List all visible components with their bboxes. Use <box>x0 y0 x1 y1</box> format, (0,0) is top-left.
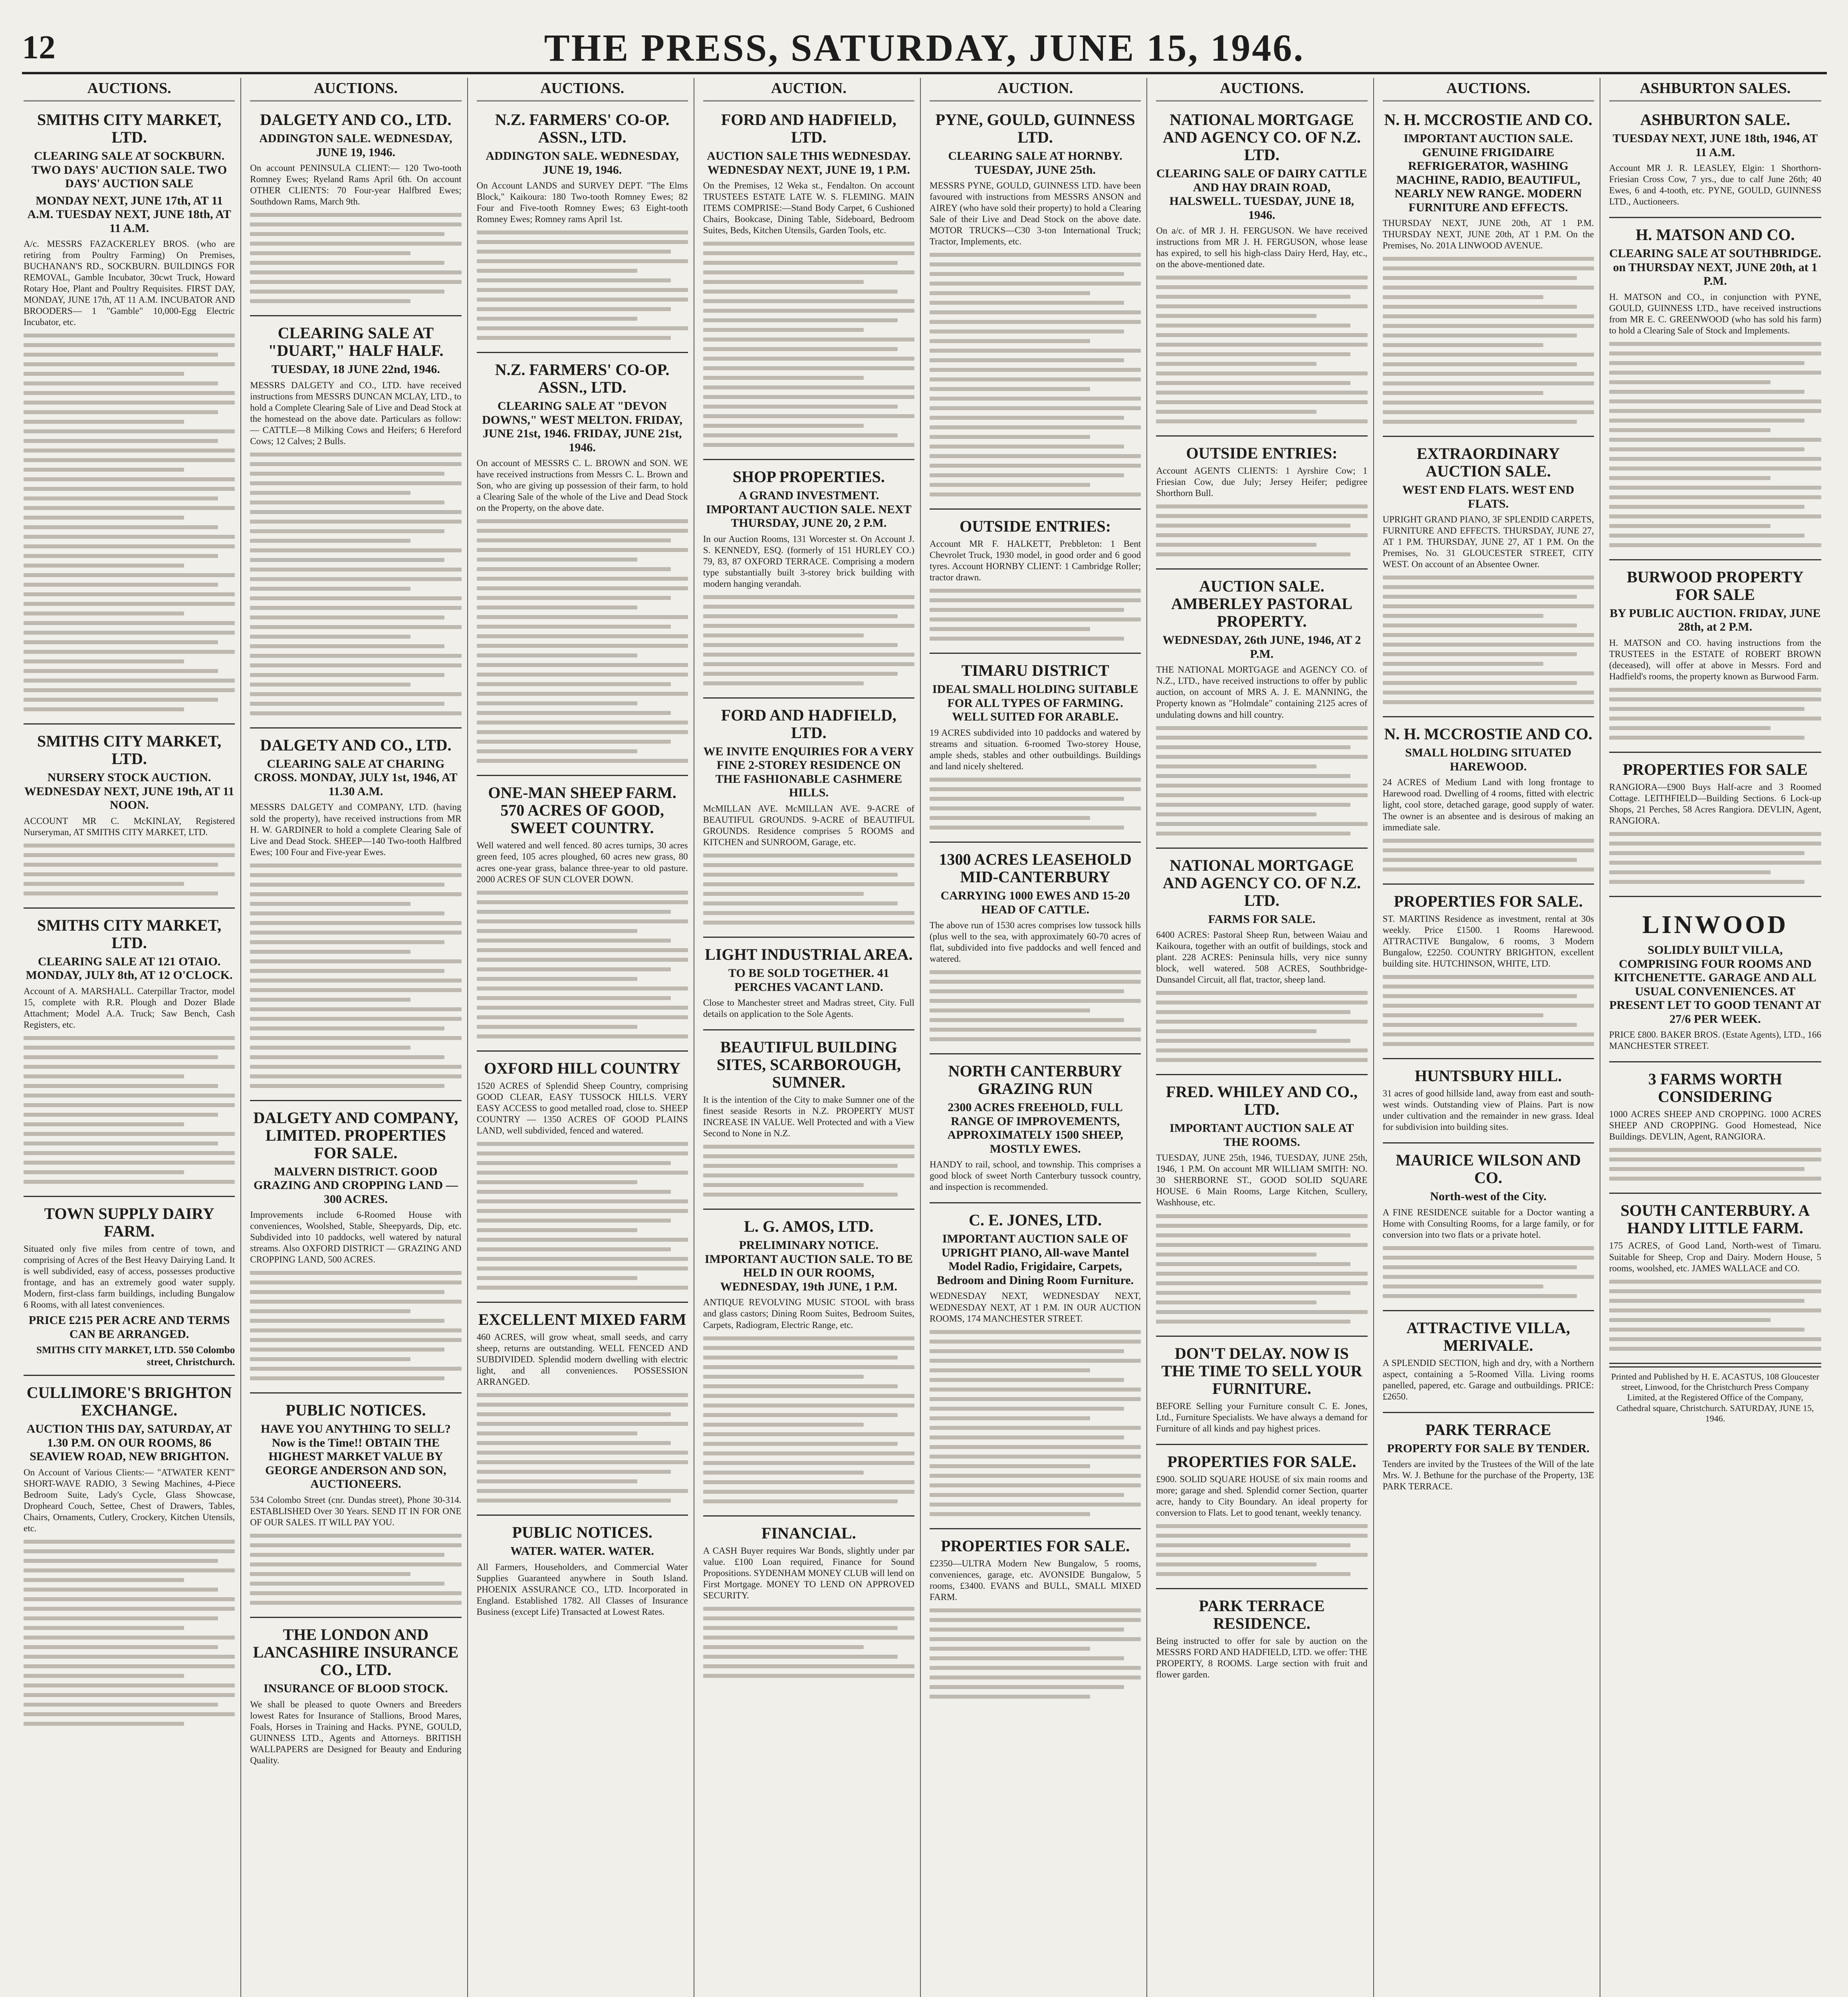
ad-body: Tenders are invited by the Trustees of the Will of the late Mrs. W. J. Bethune for the purchase of the Property, 13E PARK TERRACE. <box>1382 1459 1594 1492</box>
ad-fine-print <box>1609 1148 1821 1181</box>
ad-body: RANGIORA—£900 Buys Half-acre and 3 Roomed Cottage. LEITHFIELD—Building Sections. 6 Lock-up Shops, 21 Perches, 58 Acres Rangiora. DEVLIN, Agent, RANGIORA. <box>1609 782 1821 826</box>
auction-ad <box>1156 439 1367 570</box>
column-3 <box>475 78 694 1997</box>
ad-title: FORD AND HADFIELD, LTD. <box>721 706 896 742</box>
ad-body: 24 ACRES of Medium Land with long frontage to Harewood road. Dwelling of 4 rooms, fitted with electric light, cool store, detached garage, good supply of water. The owner is an absentee and is desirous of making an immediate sale. <box>1382 777 1594 832</box>
ad-subtitle: North-west of the City. <box>1430 1190 1547 1203</box>
ad-body: Account AGENTS CLIENTS: 1 Ayrshire Cow; 1 Friesian Cow, due July; Jersey Heifer; pedigree Shorthorn Bull. <box>1156 466 1368 498</box>
ad-title: EXTRAORDINARY AUCTION SALE. <box>1416 445 1560 480</box>
ad-date: MONDAY NEXT, JUNE 17th, AT 11 A.M. TUESDAY NEXT, JUNE 18th, AT 11 A.M. <box>27 194 231 235</box>
ad-body: ANTIQUE REVOLVING MUSIC STOOL with brass and glass castors; Dining Room Suites, Bedroom Suites, Carpets, Radiogram, Electric Range, etc. <box>703 1297 914 1330</box>
ad-subtitle: IMPORTANT AUCTION SALE. GENUINE FRIGIDAIRE REFRIGERATOR, WASHING MACHINE, RADIO, BEAUTIFUL, NEARLY NEW RANGE. MODERN FURNITURE AND EFFECTS. <box>1394 132 1582 214</box>
ad-title: DALGETY AND CO., LTD. <box>260 736 452 754</box>
ad-title: PARK TERRACE RESIDENCE. <box>1199 1596 1325 1632</box>
ad-body: We shall be pleased to quote Owners and Breeders lowest Rates for Insurance of Stallions, Brood Mares, Foals, Horses in Training and Hacks. PYNE, GOULD, GUINNESS LTD., Agents and Attorneys. BRITISH WALLPAPERS are Designed for Beauty and Enduring Quality. <box>250 1699 462 1765</box>
ad-title: MAURICE WILSON AND CO. <box>1396 1151 1581 1187</box>
ad-subtitle: WATER. WATER. WATER. <box>510 1544 654 1558</box>
property-ad <box>930 1532 1141 1711</box>
property-ad <box>930 656 1141 843</box>
ad-title: PROPERTIES FOR SALE. <box>1394 892 1583 910</box>
ad-fine-print <box>250 1271 461 1380</box>
ad-fine-print <box>477 891 688 1038</box>
ad-title: FINANCIAL. <box>761 1524 856 1542</box>
ad-title: TOWN SUPPLY DAIRY FARM. <box>44 1205 214 1241</box>
property-ad <box>1609 1065 1821 1194</box>
ad-title: THE LONDON AND LANCASHIRE INSURANCE CO., LTD. <box>253 1626 459 1679</box>
ad-title: PROPERTIES FOR SALE <box>1622 760 1808 779</box>
insurance-notice <box>250 1620 461 1776</box>
ad-subtitle: INSURANCE OF BLOOD STOCK. <box>264 1682 448 1695</box>
ad-title: SOUTH CANTERBURY. A HANDY LITTLE FARM. <box>1620 1201 1810 1237</box>
ad-body: On Account of Various Clients:— "ATWATER KENT" SHORT-WAVE RADIO, 3 Sewing Machines, 4-Piece Bedroom Suite, Lady's Cycle, Glass Showcase, Dropheard Couch, Settee, Chest of Drawers, Tables, Chairs, Ornaments, Cutlery, Crockery, Kitchen Utensils, etc. <box>24 1467 235 1534</box>
ad-body: Being instructed to offer for sale by auction on the MESSRS FORD AND HADFIELD, LTD. we offer: THE PROPERTY, 8 ROOMS. Large section with fruit and flower garden. <box>1156 1636 1368 1679</box>
auction-ad <box>1383 105 1594 437</box>
ad-body: McMILLAN AVE. McMILLAN AVE. 9-ACRE of BEAUTIFUL GROUNDS. 9-ACRE of BEAUTIFUL GROUNDS. Residence comprises 5 ROOMS and KITCHEN and SUNROOM, Garage, etc. <box>703 803 914 848</box>
ad-title: OXFORD HILL COUNTRY <box>484 1059 681 1077</box>
property-ad <box>477 1054 688 1303</box>
auction-ad <box>703 463 914 699</box>
auction-ad <box>1609 105 1821 218</box>
ad-title: PUBLIC NOTICES. <box>512 1523 652 1542</box>
ad-title: DALGETY AND CO., LTD. <box>260 111 452 129</box>
column-header: AUCTIONS. <box>1383 78 1594 101</box>
ad-body: MESSRS DALGETY and COMPANY, LTD. (having sold the property), have received instructions from MR H. W. GARDINER to hold a complete Clearing Sale of Live and Dead Stock. SHEEP—140 Two-tooth Halfbred Ewes; 100 Four and Five-year Ewes. <box>250 802 462 857</box>
auction-ad <box>930 1206 1141 1529</box>
auction-ad <box>930 512 1141 654</box>
ad-subtitle: ADDINGTON SALE. WEDNESDAY, JUNE 19, 1946. <box>259 132 452 159</box>
auction-ad <box>703 105 914 460</box>
ad-title: N. H. MCCROSTIE AND CO. <box>1384 111 1592 129</box>
ad-body: It is the intention of the City to make Sumner one of the finest seaside Resorts in N.Z. PROPERTY MUST INCREASE IN VALUE. Well Protected and with a View Second to None in N.Z. <box>703 1095 914 1139</box>
property-ad <box>1156 1447 1367 1589</box>
page-number: 12 <box>22 29 56 66</box>
ad-title: ASHBURTON SALE. <box>1640 111 1790 129</box>
ad-fine-print <box>1383 576 1594 704</box>
ad-title: N.Z. FARMERS' CO-OP. ASSN., LTD. <box>495 111 670 146</box>
ad-subtitle: CLEARING SALE AT SOUTHBRIDGE. on THURSDAY NEXT, JUNE 20th, at 1 P.M. <box>1609 247 1821 288</box>
ad-fine-print <box>1156 504 1367 556</box>
ad-body: Account MR F. HALKETT, Prebbleton: 1 Bent Chevrolet Truck, 1930 model, in good order and 6 good tyres. Account HORNBY CLIENT: 1 Cambridge Roller; tractor drawn. <box>930 539 1141 583</box>
ad-body: Situated only five miles from centre of town, and comprising of Acres of the Best Heavy Dairying Land. It is well subdivided, easy of access, possesses productive frontage, and has an extremely good water supply. Modern, first-class farm buildings, including Bungalow 6 Rooms, with all latest conveniences. <box>24 1244 235 1310</box>
ad-body: UPRIGHT GRAND PIANO, 3F SPLENDID CARPETS, FURNITURE AND EFFECTS. THURSDAY, JUNE 27, AT 1 P.M. THURSDAY, JUNE 27, AT 1 P.M. On the Premises, No. 31 GLOUCESTER STREET, CITY WEST. On account of an Absentee Owner. <box>1382 514 1594 570</box>
ad-body: ACCOUNT MR C. McKINLAY, Registered Nurseryman, AT SMITHS CITY MARKET, LTD. <box>24 816 235 837</box>
ad-body: £900. SOLID SQUARE HOUSE of six main rooms and more; garage and shed. Splendid corner Section, quarter acre, handy to City Boundary. An ideal property for conversion to Flats. Let to good tenant, weekly tenancy. <box>1156 1474 1368 1518</box>
ad-fine-print <box>703 595 914 685</box>
ad-subtitle: CLEARING SALE AT HORNBY. TUESDAY, JUNE 25th. <box>948 149 1122 177</box>
financial-notice <box>703 1519 914 1690</box>
ad-body: Account of A. MARSHALL. Caterpillar Tractor, model 15, complete with R.R. Plough and Dozer Blade Attachment; Model A.A. Truck; Saw Bench, Cash Registers, etc. <box>24 986 235 1030</box>
column-5 <box>928 78 1147 1997</box>
ad-subtitle: CLEARING SALE AT CHARING CROSS. MONDAY, JULY 1st, 1946, AT 11.30 A.M. <box>254 757 458 798</box>
public-notice <box>477 1518 688 1627</box>
ad-subtitle: TUESDAY NEXT, JUNE 18th, 1946, AT 11 A.M. <box>1612 132 1818 159</box>
ad-title: AUCTION SALE. AMBERLEY PASTORAL PROPERTY. <box>1171 577 1352 631</box>
ad-title: PYNE, GOULD, GUINNESS LTD. <box>935 111 1135 146</box>
property-ad <box>1609 899 1821 1062</box>
ad-subtitle: PROPERTY FOR SALE BY TENDER. <box>1387 1441 1590 1455</box>
auction-ad <box>24 1378 235 1738</box>
ad-subtitle: SMALL HOLDING SITUATED HAREWOOD. <box>1405 746 1572 773</box>
property-ad <box>703 1033 914 1210</box>
auction-ad <box>24 911 235 1197</box>
ad-subtitle: BY PUBLIC AUCTION. FRIDAY, JUNE 28th, at 2 P.M. <box>1610 606 1821 634</box>
ad-title: EXCELLENT MIXED FARM <box>478 1310 686 1328</box>
ad-body: On Account LANDS and SURVEY DEPT. "The Elms Block," Kaikoura: 180 Two-tooth Romney Ewes; 82 Four and Five-tooth Romney Ewes; 63 Eight-tooth Romney Ewes; Romney rams April 1st. <box>476 181 688 224</box>
ad-body: MESSRS PYNE, GOULD, GUINNESS LTD. have been favoured with instructions from MESSRS ANSON and AIREY (who have sold their property) to hold a Clearing Sale of their Live and Dead Stock on the above date. MOTOR TRUCKS—C30 3-ton International Truck; Tractor, Implements, etc. <box>930 181 1141 247</box>
ad-title: PUBLIC NOTICES. <box>286 1401 426 1419</box>
ad-title: NATIONAL MORTGAGE AND AGENCY CO. OF N.Z. LTD. <box>1162 111 1361 164</box>
ad-title: NORTH CANTERBURY GRAZING RUN <box>948 1062 1122 1098</box>
ad-subtitle: A GRAND INVESTMENT. IMPORTANT AUCTION SALE. NEXT THURSDAY, JUNE 20, 2 P.M. <box>706 489 912 530</box>
ad-subtitle: 2300 ACRES FREEHOLD, FULL RANGE OF IMPROVEMENTS, APPROXIMATELY 1500 SHEEP, MOSTLY EWES. <box>947 1101 1123 1155</box>
ad-body: A FINE RESIDENCE suitable for a Doctor wanting a Home with Consulting Rooms, for a large family, or for conversion into two flats or a private hotel. <box>1382 1207 1594 1240</box>
ad-title: ATTRACTIVE VILLA, MERIVALE. <box>1406 1318 1570 1354</box>
public-notice <box>250 1396 461 1618</box>
ad-fine-print <box>1609 342 1821 547</box>
property-ad <box>1609 755 1821 897</box>
ad-title: C. E. JONES, LTD. <box>969 1211 1102 1229</box>
ad-fine-print <box>477 519 688 763</box>
ad-fine-print <box>1156 991 1367 1062</box>
ad-body: MESSRS DALGETY and CO., LTD. have received instructions from MESSRS DUNCAN MCLAY, LTD., to hold a Complete Clearing Sale of Live and Dead Stock at the homestead on the above date. Particulars as follow:— CATTLE—8 Milking Cows and Heifers; 6 Hereford Cows; 12 Calves; 2 Bulls. <box>250 380 462 446</box>
column-4 <box>702 78 921 1997</box>
masthead <box>22 24 1827 74</box>
ad-fine-print <box>703 854 914 925</box>
ad-title: 1300 ACRES LEASEHOLD MID-CANTERBURY <box>939 850 1132 886</box>
auction-ad <box>930 105 1141 510</box>
auction-ad <box>477 105 688 353</box>
column-header: AUCTIONS. <box>250 78 461 101</box>
ad-body: On a/c. of MR J. H. FERGUSON. We have received instructions from MR J. H. FERGUSON, whose lease has expired, to sell his high-class Dairy Herd, Hay, etc., on the above-mentioned date. <box>1156 226 1368 270</box>
auction-ad <box>1156 105 1367 437</box>
ad-title: OUTSIDE ENTRIES: <box>960 517 1111 536</box>
ad-subtitle: TUESDAY, 18 JUNE 22nd, 1946. <box>271 363 440 376</box>
ad-title: BEAUTIFUL BUILDING SITES, SCARBOROUGH, SUMNER. <box>716 1038 901 1092</box>
ad-body: Well watered and well fenced. 80 acres turnips, 30 acres green feed, 105 acres ploughed, 60 acres new grass, 80 acres one-year grass, balance three-year to old pasture. 2000 ACRES OF SUN CLOVER DOWN. <box>476 840 688 884</box>
column-header: ASHBURTON SALES. <box>1609 78 1821 101</box>
ad-subtitle: WEDNESDAY, 26th JUNE, 1946, AT 2 P.M. <box>1162 633 1361 661</box>
ad-subtitle: AUCTION SALE THIS WEDNESDAY. WEDNESDAY NEXT, JUNE 19, 1 P.M. <box>707 149 911 177</box>
column-1 <box>22 78 241 1997</box>
ad-subtitle: CLEARING SALE AT 121 OTAIO. MONDAY, JULY 8th, AT 12 O'CLOCK. <box>26 955 233 982</box>
property-ad <box>1609 1196 1821 1364</box>
property-ad <box>930 1057 1141 1203</box>
ad-body: £2350—ULTRA Modern New Bungalow, 5 rooms, conveniences, garage, etc. AVONSIDE Bungalow, 5 rooms, £3400. EVANS and BULL, SMALL MIXED FARM. <box>930 1558 1141 1602</box>
column-header: AUCTIONS. <box>1156 78 1367 101</box>
ad-title: NATIONAL MORTGAGE AND AGENCY CO. OF N.Z. LTD. <box>1162 856 1361 909</box>
ad-subtitle: AUCTION THIS DAY, SATURDAY, AT 1.30 P.M. ON OUR ROOMS, 86 SEAVIEW ROAD, NEW BRIGHTON. <box>26 1422 232 1463</box>
ad-body: On the Premises, 12 Weka st., Fendalton. On account TRUSTEES ESTATE LATE W. S. FLEMING. MAIN ITEMS COMPRISE:—Stand Body Carpet, 6 Cushioned Chairs, Bookcase, Dining Table, Sideboard, Bedroom Suites, Beds, Kitchen Utensils, Garden Tools, etc. <box>703 181 914 236</box>
property-ad <box>477 1305 688 1516</box>
property-ad <box>1383 887 1594 1059</box>
ad-title: TIMARU DISTRICT <box>961 661 1109 680</box>
ad-fine-print <box>24 1540 235 1726</box>
ad-body: HANDY to rail, school, and township. This comprises a good block of sweet North Canterbury tussock country, and inspection is recommended. <box>930 1159 1141 1192</box>
ad-fine-print <box>250 864 461 1088</box>
ad-title: LIGHT INDUSTRIAL AREA. <box>705 945 913 964</box>
ad-subtitle: IMPORTANT AUCTION SALE OF UPRIGHT PIANO, All-wave Mantel Model Radio, Frigidaire, Carpets, Bedroom and Dining Room Furniture. <box>937 1232 1134 1287</box>
property-ad <box>1156 1592 1367 1690</box>
ad-subtitle: FARMS FOR SALE. <box>1208 912 1316 926</box>
ad-subtitle: WE INVITE ENQUIRIES FOR A VERY FINE 2-STOREY RESIDENCE ON THE FASHIONABLE CASHMERE HILLS. <box>703 744 914 800</box>
ad-title: SMITHS CITY MARKET, LTD. <box>37 916 222 952</box>
property-ad <box>477 778 688 1051</box>
property-ad <box>1383 1415 1594 1502</box>
ad-fine-print <box>477 230 688 340</box>
ad-subtitle: NURSERY STOCK AUCTION. WEDNESDAY NEXT, JUNE 19th, AT 11 NOON. <box>24 771 234 812</box>
ad-fine-print <box>24 333 235 711</box>
ad-fine-print <box>1383 839 1594 871</box>
ad-fine-print <box>1609 688 1821 740</box>
notice-ad <box>1156 1339 1367 1445</box>
ad-title: OUTSIDE ENTRIES: <box>1186 444 1338 463</box>
column-header: AUCTIONS. <box>477 78 688 101</box>
ad-body: Improvements include 6-Roomed House with conveniences, Woolshed, Stable, Sheepyards, Dip, etc. Subdivided into 10 paddocks, well watered by natural streams. Also OXFORD DISTRICT — GRAZING AND CROPPING LAND, 500 ACRES. <box>250 1210 462 1265</box>
column-8 <box>1608 78 1827 1997</box>
ad-body: PRICE £800. BAKER BROS. (Estate Agents), LTD., 166 MANCHESTER STREET. <box>1609 1030 1821 1051</box>
ad-fine-print <box>1383 257 1594 424</box>
ad-fine-print <box>930 1330 1141 1516</box>
column-7 <box>1381 78 1600 1997</box>
ad-body: 534 Colombo Street (cnr. Dundas street), Phone 30-314. ESTABLISHED Over 30 Years. SEND IT IN FOR ONE OF OUR SALES. IT WILL PAY YOU. <box>250 1495 462 1528</box>
linwood-heading: LINWOOD <box>1642 910 1789 939</box>
column-2 <box>248 78 468 1997</box>
property-ad <box>703 940 914 1030</box>
ad-title: 3 FARMS WORTH CONSIDERING <box>1648 1070 1782 1106</box>
ad-fine-print <box>24 844 235 895</box>
ad-subtitle: WEST END FLATS. WEST END FLATS. <box>1402 483 1574 510</box>
ad-body: Account MR J. R. LEASLEY, Elgin: 1 Shorthorn-Friesian Cross Cow, 7 yrs., due to calf June 26th; 40 Ewes, 6 and 4-tooth, etc. PYNE, GOULD, GUINNESS LTD., Auctioneers. <box>1609 163 1821 207</box>
ad-body: On account of MESSRS C. L. BROWN and SON. WE have received instructions from Messrs C. L. Brown and Son, who are giving up possession of their farm, to hold a Clearing Sale of the whole of the Live and Dead Stock on the Property, on the above date. <box>476 458 688 513</box>
ad-fine-print <box>1156 1524 1367 1576</box>
ad-title: PROPERTIES FOR SALE. <box>1167 1452 1356 1471</box>
ad-body: 175 ACRES, of Good Land, North-west of Timaru. Suitable for Sheep, Crop and Dairy. Modern House, 5 rooms, woolshed, etc. JAMES WALLACE and CO. <box>1609 1241 1821 1273</box>
ad-fine-print <box>930 253 1141 496</box>
ad-fine-print <box>1383 1246 1594 1298</box>
column-header: AUCTIONS. <box>24 78 235 101</box>
ad-fine-print <box>1609 1280 1821 1351</box>
ad-body: All Farmers, Householders, and Commercial Water Supplies Guaranteed anywhere in South Island. PHOENIX ASSURANCE CO., LTD. Incorporated in England. Established 1782. All Classes of Insurance Business (except Life) Transacted at Lowest Rates. <box>476 1562 688 1617</box>
ad-body: BEFORE Selling your Furniture consult C. E. Jones, Ltd., Furniture Specialists. We have always a demand for Furniture of all kinds and pay highest prices. <box>1156 1401 1368 1433</box>
property-ad <box>1156 851 1367 1076</box>
ad-title: N.Z. FARMERS' CO-OP. ASSN., LTD. <box>495 361 670 397</box>
column-6 <box>1154 78 1374 1997</box>
ad-subtitle: SOLIDLY BUILT VILLA, COMPRISING FOUR ROOMS AND KITCHENETTE. GARAGE AND ALL USUAL CONVENIENCES. AT PRESENT LET TO GOOD TENANT AT 27/6 PER WEEK. <box>1609 943 1821 1026</box>
ad-fine-print <box>703 242 914 447</box>
newspaper-title: THE PRESS, SATURDAY, JUNE 15, 1946. <box>544 26 1305 69</box>
ad-fine-print <box>1383 975 1594 1046</box>
ad-body: THE NATIONAL MORTGAGE and AGENCY CO. of N.Z., LTD., have received instructions to offer by public auction, on account of MRS A. J. E. MANNING, the Property known as "Holmdale" containing 2125 acres of undulating downs and hill country. <box>1156 665 1368 720</box>
ad-fine-print <box>703 1336 914 1503</box>
ad-body: The above run of 1530 acres comprises low tussock hills (plus well to the sea, with approximately 60-70 acres of flat, subdivided into five paddocks and well fenced and watered. <box>930 920 1141 964</box>
ad-fine-print <box>24 1036 235 1184</box>
ad-body: A/c. MESSRS FAZACKERLEY BROS. (who are retiring from Poultry Farming) On Premises, BUCHANAN'S RD., SOCKBURN. BUILDINGS FOR REMOVAL, Gamble Incubator, 30cwt Truck, Howard Rotary Hoe, Plant and Poultry Requisites. FIRST DAY, MONDAY, JUNE 17th, AT 11 A.M. INCUBATOR AND BROODERS— 1 "Gamble" 10,000-Egg Electric Incubator, etc. <box>24 239 235 328</box>
ad-signature: SMITHS CITY MARKET, LTD. 550 Colombo street, Christchurch. <box>36 1345 235 1368</box>
ad-body: 6400 ACRES: Pastoral Sheep Run, between Waiau and Kaikoura, together with an outfit of buildings, stock and plant. 228 ACRES: Peninsula hills, very nice sunny block, well watered. 508 ACRES, Southbridge-Dunsandel Circuit, all flat, tractor, sheep land. <box>1156 930 1368 985</box>
ad-body: In our Auction Rooms, 131 Worcester st. On Account J. S. KENNEDY, ESQ. (formerly of 151 HURLEY CO.) 79, 83, 87 OXFORD TERRACE. Comprising a modern type substantially built 3-storey brick building with modern hanging verandah. <box>703 534 914 589</box>
auction-ad <box>1609 220 1821 560</box>
auction-ad <box>1156 572 1367 848</box>
column-header: AUCTION. <box>930 78 1141 101</box>
ad-title: CLEARING SALE AT "DUART," HALF HALF. <box>268 324 444 360</box>
ad-body: On account PENINSULA CLIENT:— 120 Two-tooth Romney Ewes; Ryeland Rams April 6th. On account OTHER CLIENTS: 70 Four-year Halfbred Ewes; Southdown Rams, March 9th. <box>250 163 462 207</box>
ad-body: WEDNESDAY NEXT, WEDNESDAY NEXT, WEDNESDAY NEXT, AT 1 P.M. IN OUR AUCTION ROOMS, 174 MANCHESTER STREET. <box>930 1291 1141 1324</box>
auction-ad <box>703 1212 914 1516</box>
ad-fine-print <box>703 1145 914 1197</box>
ad-subtitle: HAVE YOU ANYTHING TO SELL? Now is the Time!! OBTAIN THE HIGHEST MARKET VALUE BY GEORGE ANDERSON AND SON, AUCTIONEERS. <box>261 1422 451 1491</box>
property-ad <box>930 845 1141 1054</box>
ad-fine-print <box>1156 276 1367 423</box>
ad-subtitle: IMPORTANT AUCTION SALE AT THE ROOMS. <box>1170 1122 1354 1149</box>
property-ad <box>1609 563 1821 753</box>
ad-body: A CASH Buyer requires War Bonds, slightly under par value. £100 Loan required, Finance for Sound Propositions. SYDENHAM MONEY CLUB will lend on First Mortgage. MONEY TO LEND ON APPROVED SECURITY. <box>703 1545 914 1600</box>
ad-title: ONE-MAN SHEEP FARM. 570 ACRES OF GOOD, SWEET COUNTRY. <box>488 784 676 837</box>
ad-title: FORD AND HADFIELD, LTD. <box>721 111 896 146</box>
ad-title: SHOP PROPERTIES. <box>732 468 885 486</box>
ad-fine-print <box>477 1142 688 1290</box>
ad-fine-print <box>930 589 1141 641</box>
ad-title: H. MATSON AND CO. <box>1636 226 1795 244</box>
auction-ad <box>24 727 235 909</box>
ad-body: ST. MARTINS Residence as investment, rental at 30s weekly. Price £1500. 1 Rooms Harewood. ATTRACTIVE Bungalow, 6 rooms, 3 Modern Bungalow, £2250. COUNTRY BRIGHTON, excellent building site. HUTCHINSON, WHITE, LTD. <box>1382 913 1594 969</box>
ad-body: 1520 ACRES of Splendid Sheep Country, comprising GOOD CLEAR, EASY TUSSOCK HILLS. VERY EASY ACCESS to good metalled road, close to. SHEEP COUNTRY — 1350 ACRES OF GOOD PLAINS LAND, well subdivided, fenced and watered. <box>476 1080 688 1135</box>
ad-subtitle: IDEAL SMALL HOLDING SUITABLE FOR ALL TYPES OF FARMING. WELL SUITED FOR ARABLE. <box>932 683 1138 724</box>
auction-ad <box>1156 1078 1367 1336</box>
auction-ad <box>477 355 688 776</box>
ad-title: CULLIMORE'S BRIGHTON EXCHANGE. <box>26 1384 232 1419</box>
ad-body: TUESDAY, JUNE 25th, 1946, TUESDAY, JUNE 25th, 1946, 1 P.M. On account MR WILLIAM SMITH: NO. 30 SHERBORNE ST., GOOD SOLID SQUARE HOUSE. 6 Main Rooms, Large Kitchen, Scullery, Washhouse, etc. <box>1156 1153 1368 1208</box>
ad-fine-print <box>1609 832 1821 884</box>
property-ad <box>703 701 914 938</box>
ad-title: DALGETY AND COMPANY, LIMITED. PROPERTIES FOR SALE. <box>253 1108 458 1162</box>
ad-fine-print <box>250 213 461 303</box>
property-ad <box>1383 720 1594 884</box>
ad-price: PRICE £215 PER ACRE AND TERMS CAN BE ARRANGED. <box>28 1314 230 1341</box>
ad-fine-print <box>1156 726 1367 836</box>
property-ad <box>1383 1314 1594 1413</box>
ad-title: HUNTSBURY HILL. <box>1414 1066 1562 1085</box>
ad-subtitle: CLEARING SALE AT SOCKBURN. TWO DAYS' AUCTION SALE. TWO DAYS' AUCTION SALE <box>31 149 227 190</box>
property-ad <box>24 1199 235 1376</box>
ad-title: DON'T DELAY. NOW IS THE TIME TO SELL YOUR FURNITURE. <box>1161 1344 1362 1398</box>
ad-subtitle: PRELIMINARY NOTICE. IMPORTANT AUCTION SALE. TO BE HELD IN OUR ROOMS, WEDNESDAY, 19th JUNE, 1 P.M. <box>704 1239 913 1293</box>
auction-ad <box>24 105 235 725</box>
property-ad <box>1383 1146 1594 1311</box>
ad-fine-print <box>250 1534 461 1605</box>
ad-title: FRED. WHILEY AND CO., LTD. <box>1166 1083 1358 1119</box>
ad-fine-print <box>250 453 461 715</box>
ad-fine-print <box>1156 1214 1367 1324</box>
auction-ad <box>250 319 461 729</box>
auction-ad <box>250 731 461 1101</box>
ad-body: H. MATSON and CO., in conjunction with PYNE, GOULD, GUINNESS LTD., have received instructions from MR E. C. GREENWOOD (who has sold his farm) to hold a Clearing Sale of Stock and Implements. <box>1609 292 1821 335</box>
printer-imprint: Printed and Published by H. E. ACASTUS, 108 Gloucester street, Linwood, for the Christchurch Press Company Limited, at the Registered Office of the Company, Cathedral square, Christchurch. SATURDAY, JUNE 15, 1946. <box>1609 1366 1821 1424</box>
ad-subtitle: CARRYING 1000 EWES AND 15-20 HEAD OF CATTLE. <box>940 889 1130 916</box>
ad-title: SMITHS CITY MARKET, LTD. <box>37 732 222 768</box>
ad-subtitle: TO BE SOLD TOGETHER. 41 PERCHES VACANT LAND. <box>728 967 889 994</box>
ad-fine-print <box>477 1393 688 1503</box>
ad-title: L. G. AMOS, LTD. <box>744 1217 874 1236</box>
ad-fine-print <box>930 778 1141 830</box>
ad-fine-print <box>703 1607 914 1678</box>
ad-fine-print <box>930 1608 1141 1699</box>
ad-subtitle: MALVERN DISTRICT. GOOD GRAZING AND CROPPING LAND — 300 ACRES. <box>254 1165 458 1206</box>
classified-columns <box>22 78 1827 1997</box>
property-ad <box>1383 1062 1594 1143</box>
ad-title: N. H. MCCROSTIE AND CO. <box>1384 725 1592 743</box>
ad-body: A SPLENDID SECTION, high and dry, with a Northern aspect, containing a 5-Roomed Villa. Living rooms panelled, papered, etc. Garage and outbuildings. PRICE: £2650. <box>1382 1358 1594 1401</box>
ad-body: 1000 ACRES SHEEP AND CROPPING. 1000 ACRES SHEEP AND CROPPING. Good Homestead, Nice Buildings. DEVLIN, Agent, RANGIORA. <box>1609 1109 1821 1142</box>
ad-subtitle: CLEARING SALE OF DAIRY CATTLE AND HAY DRAIN ROAD, HALSWELL. TUESDAY, JUNE 18, 1946. <box>1156 167 1367 222</box>
ad-body: 460 ACRES, will grow wheat, small seeds, and carry sheep, returns are outstanding. WELL FENCED AND SUBDIVIDED. Splendid modern dwelling with electric light, and all conveniences. POSSESSION ARRANGED. <box>476 1332 688 1387</box>
ad-title: SMITHS CITY MARKET, LTD. <box>37 111 222 146</box>
property-ad <box>250 1104 461 1394</box>
ad-body: 31 acres of good hillside land, away from east and south-west winds. Outstanding view of Plains. Part is now under cultivation and the remainder in new grass. Ideal for subdivision into building sites. <box>1382 1088 1594 1132</box>
column-header: AUCTION. <box>703 78 914 101</box>
ad-fine-print <box>930 970 1141 1041</box>
ad-body: Close to Manchester street and Madras street, City. Full details on application to the Sole Agents. <box>703 998 914 1019</box>
ad-body: 19 ACRES subdivided into 10 paddocks and watered by streams and situation. 6-roomed Two-storey House, ample sheds, stables and other outbuildings. Buildings and land nicely sheltered. <box>930 727 1141 772</box>
ad-subtitle: ADDINGTON SALE. WEDNESDAY, JUNE 19, 1946. <box>486 149 679 177</box>
auction-ad <box>250 105 461 316</box>
auction-ad <box>1383 439 1594 717</box>
ad-body: H. MATSON and CO. having instructions from the TRUSTEES in the ESTATE of ROBERT BROWN (deceased), will offer at above in Messrs. Ford and Hadfield's rooms, the property known as Burwood Farm. <box>1609 637 1821 682</box>
ad-title: BURWOOD PROPERTY FOR SALE <box>1626 568 1804 603</box>
ad-subtitle: CLEARING SALE AT "DEVON DOWNS," WEST MELTON. FRIDAY, JUNE 21st, 1946. FRIDAY, JUNE 21st, 1946. <box>482 399 683 454</box>
ad-title: PARK TERRACE <box>1425 1420 1551 1439</box>
ad-body: THURSDAY NEXT, JUNE 20th, AT 1 P.M. THURSDAY NEXT, JUNE 20th, AT 1 P.M. On the Premises, No. 201A LINWOOD AVENUE. <box>1382 218 1594 251</box>
ad-title: PROPERTIES FOR SALE. <box>941 1536 1130 1555</box>
